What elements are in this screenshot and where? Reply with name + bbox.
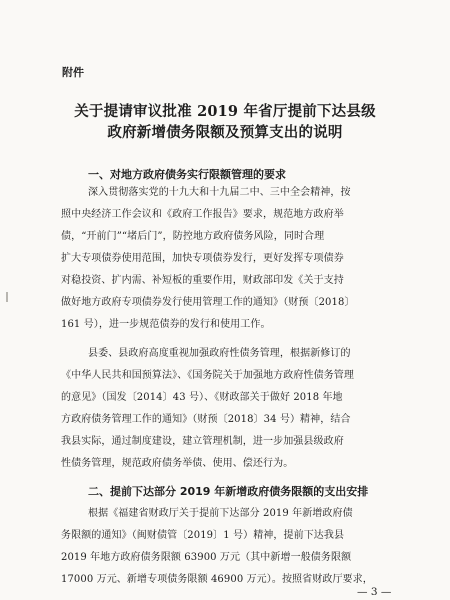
paragraph-line: 扩大专项债券使用范围，加快专项债券发行，更好发挥专项债券 bbox=[61, 253, 344, 264]
paragraph-line: 17000 万元、新增专项债务限额 46900 万元）。按照省财政厅要求， bbox=[61, 574, 373, 585]
paragraph-line: 方政府债务管理工作的通知》（财预〔2018〕34 号）精神，结合 bbox=[61, 414, 351, 425]
scan-mark bbox=[6, 292, 8, 302]
paragraph-line: 做好地方政府专项债券发行使用管理工作的通知》（财预〔2018〕 bbox=[61, 297, 355, 308]
paragraph-line: 深入贯彻落实党的十九大和十九届二中、三中全会精神，按 bbox=[88, 187, 351, 198]
paragraph-line: 照中央经济工作会议和《政府工作报告》要求，规范地方政府举 bbox=[61, 209, 344, 220]
paragraph-line: 的意见》（国发〔2014〕43 号）、《财政部关于做好 2018 年地 bbox=[61, 392, 343, 403]
attachment-label: 附件 bbox=[62, 66, 84, 79]
paragraph-line: 务限额的通知》（闽财债管〔2019〕1 号）精神，提前下达我县 bbox=[61, 530, 345, 541]
paragraph-line: 《中华人民共和国预算法》、《国务院关于加强地方政府性债务管理 bbox=[61, 370, 354, 381]
paragraph-line: 161 号），进一步规范债券的发行和使用工作。 bbox=[61, 319, 271, 330]
title-line-2: 政府新增债务限额及预算支出的说明 bbox=[107, 124, 343, 141]
section-1-heading: 一、对地方政府债务实行限额管理的要求 bbox=[88, 168, 286, 181]
paragraph-line: 对稳投资、扩内需、补短板的重要作用，财政部印发《关于支持 bbox=[61, 275, 344, 286]
paragraph-line: 性债务管理，规范政府债务举债、使用、偿还行为。 bbox=[61, 458, 294, 469]
paragraph-line: 债，“开前门”“堵后门”，防控地方政府债务风险，同时合理 bbox=[61, 231, 325, 242]
paragraph-line: 根据《福建省财政厅关于提前下达部分 2019 年新增政府债 bbox=[88, 508, 353, 519]
paragraph-line: 2019 年地方政府债务限额 63900 万元（其中新增一般债务限额 bbox=[61, 552, 352, 563]
paragraph-line: 县委、县政府高度重视加强政府性债务管理，根据新修订的 bbox=[88, 348, 351, 359]
paragraph-line: 我县实际，通过制度建设，建立管理机制，进一步加强县级政府 bbox=[61, 436, 344, 447]
title-line-1: 关于提请审议批准 2019 年省厅提前下达县级 bbox=[74, 103, 376, 120]
section-2-heading: 二、提前下达部分 2019 年新增政府债务限额的支出安排 bbox=[88, 485, 369, 498]
page-number: — 3 — bbox=[357, 586, 392, 598]
